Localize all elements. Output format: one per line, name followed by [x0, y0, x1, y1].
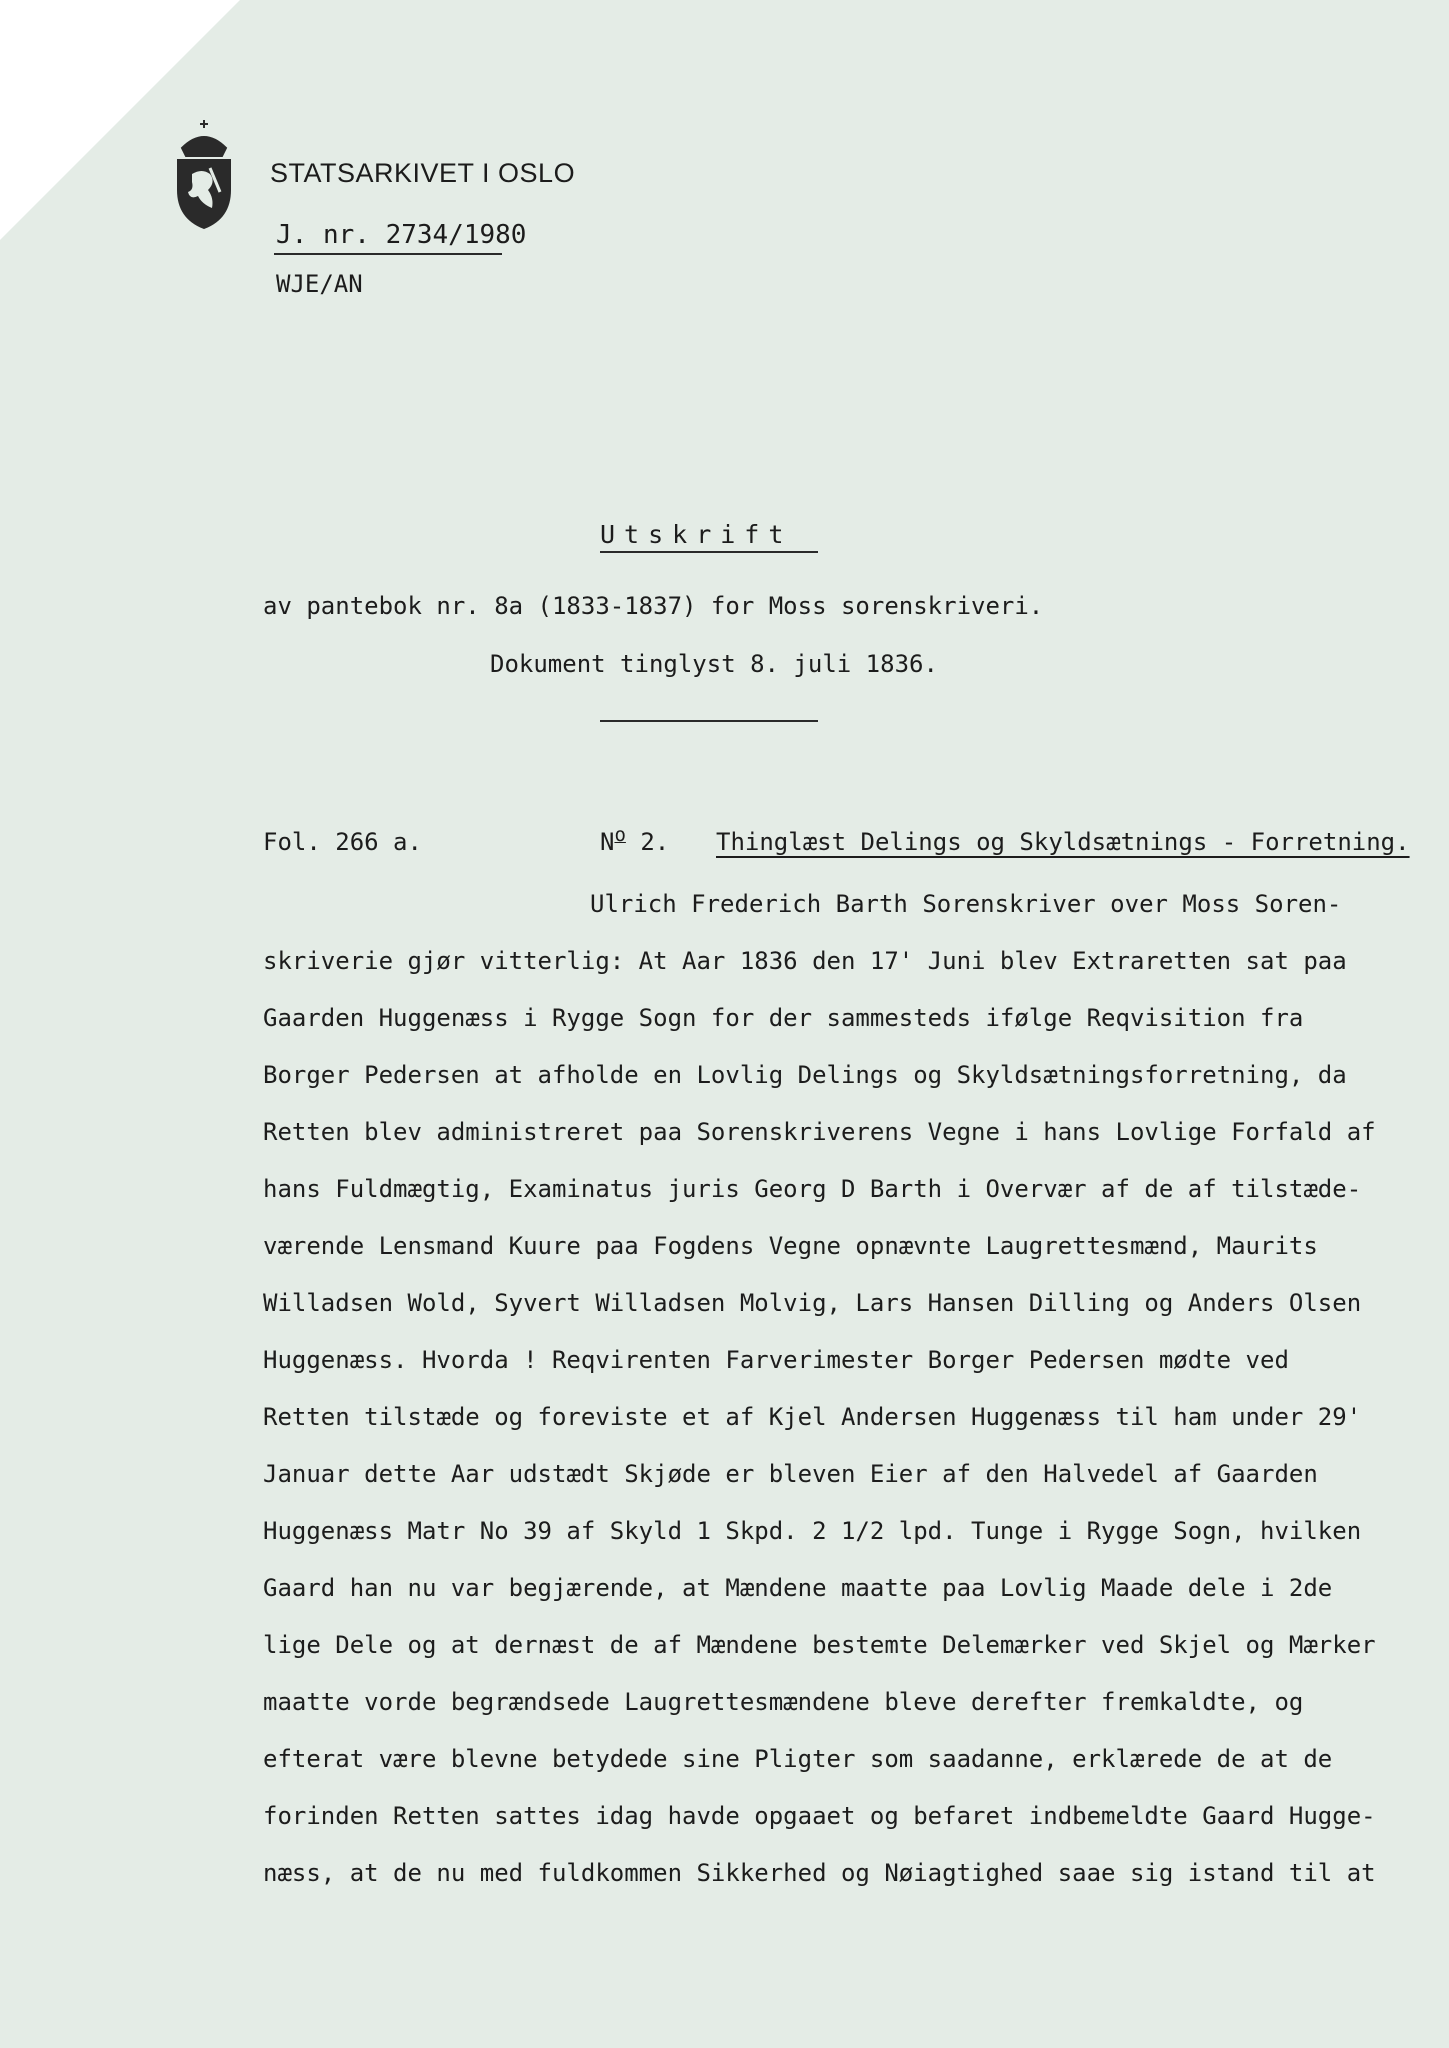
- reference-initials: WJE/AN: [276, 270, 363, 298]
- body-line: Borger Pedersen at afholde en Lovlig Delings og Skyldsætningsforretning, da: [263, 1061, 1347, 1089]
- journal-underline: [274, 253, 502, 255]
- folio-reference: Fol. 266 a.: [263, 828, 422, 856]
- body-line: efterat være blevne betydede sine Pligter som saadanne, erklærede de at de: [263, 1745, 1333, 1773]
- entry-number: [600, 824, 670, 856]
- body-line: Retten tilstæde og foreviste et af Kjel Andersen Huggenæss til ham under 29': [263, 1403, 1362, 1431]
- number-value: 2.: [640, 828, 670, 856]
- body-line: Willadsen Wold, Syvert Willadsen Molvig, Lars Hansen Dilling og Anders Olsen: [263, 1289, 1362, 1317]
- title-underline: [600, 551, 818, 553]
- body-line: Gaarden Huggenæss i Rygge Sogn for der sammesteds ifølge Reqvisition fra: [263, 1004, 1304, 1032]
- body-line: Gaard han nu var begjærende, at Mændene maatte paa Lovlig Maade dele i 2de: [263, 1574, 1333, 1602]
- number-superscript: o: [614, 824, 626, 846]
- body-line: Huggenæss Matr No 39 af Skyld 1 Skpd. 2 1/2 lpd. Tunge i Rygge Sogn, hvilken: [263, 1517, 1362, 1545]
- body-line: næss, at de nu med fuldkommen Sikkerhed og Nøiagtighed saae sig istand til at: [263, 1859, 1376, 1887]
- body-line: skriverie gjør vitterlig: At Aar 1836 den 17' Juni blev Extraretten sat paa: [263, 947, 1347, 975]
- document-title: Utskrift: [600, 520, 793, 549]
- number-prefix: N: [600, 828, 615, 856]
- body-line: Huggenæss. Hvorda ! Reqvirenten Farverimester Borger Pedersen mødte ved: [263, 1346, 1289, 1374]
- institution-name: STATSARKIVET I OSLO: [270, 158, 576, 188]
- entry-heading: Thinglæst Delings og Skyldsætnings - Forretning.: [716, 828, 1410, 856]
- body-line: hans Fuldmægtig, Examinatus juris Georg D Barth i Overvær af de af tilstæde-: [263, 1175, 1362, 1203]
- body-line: maatte vorde begrændsede Laugrettesmændene bleve derefter fremkaldte, og: [263, 1688, 1304, 1716]
- source-description: av pantebok nr. 8a (1833-1837) for Moss sorenskriveri.: [263, 592, 1044, 620]
- journal-number: J. nr. 2734/1980: [276, 220, 527, 250]
- registration-date: Dokument tinglyst 8. juli 1836.: [490, 650, 938, 678]
- body-line: Januar dette Aar udstædt Skjøde er bleven Eier af den Halvedel af Gaarden: [263, 1460, 1318, 1488]
- separator-line: [600, 720, 818, 722]
- body-line: Retten blev administreret paa Sorenskriverens Vegne i hans Lovlige Forfald af: [263, 1118, 1376, 1146]
- norwegian-coat-of-arms-icon: [168, 118, 240, 232]
- body-line: forinden Retten sattes idag havde opgaaet og befaret indbemeldte Gaard Hugge-: [263, 1802, 1376, 1830]
- body-line: lige Dele og at dernæst de af Mændene bestemte Delemærker ved Skjel og Mærker: [263, 1631, 1376, 1659]
- body-line: værende Lensmand Kuure paa Fogdens Vegne opnævnte Laugrettesmænd, Maurits: [263, 1232, 1318, 1260]
- body-line: Ulrich Frederich Barth Sorenskriver over Moss Soren-: [590, 890, 1342, 918]
